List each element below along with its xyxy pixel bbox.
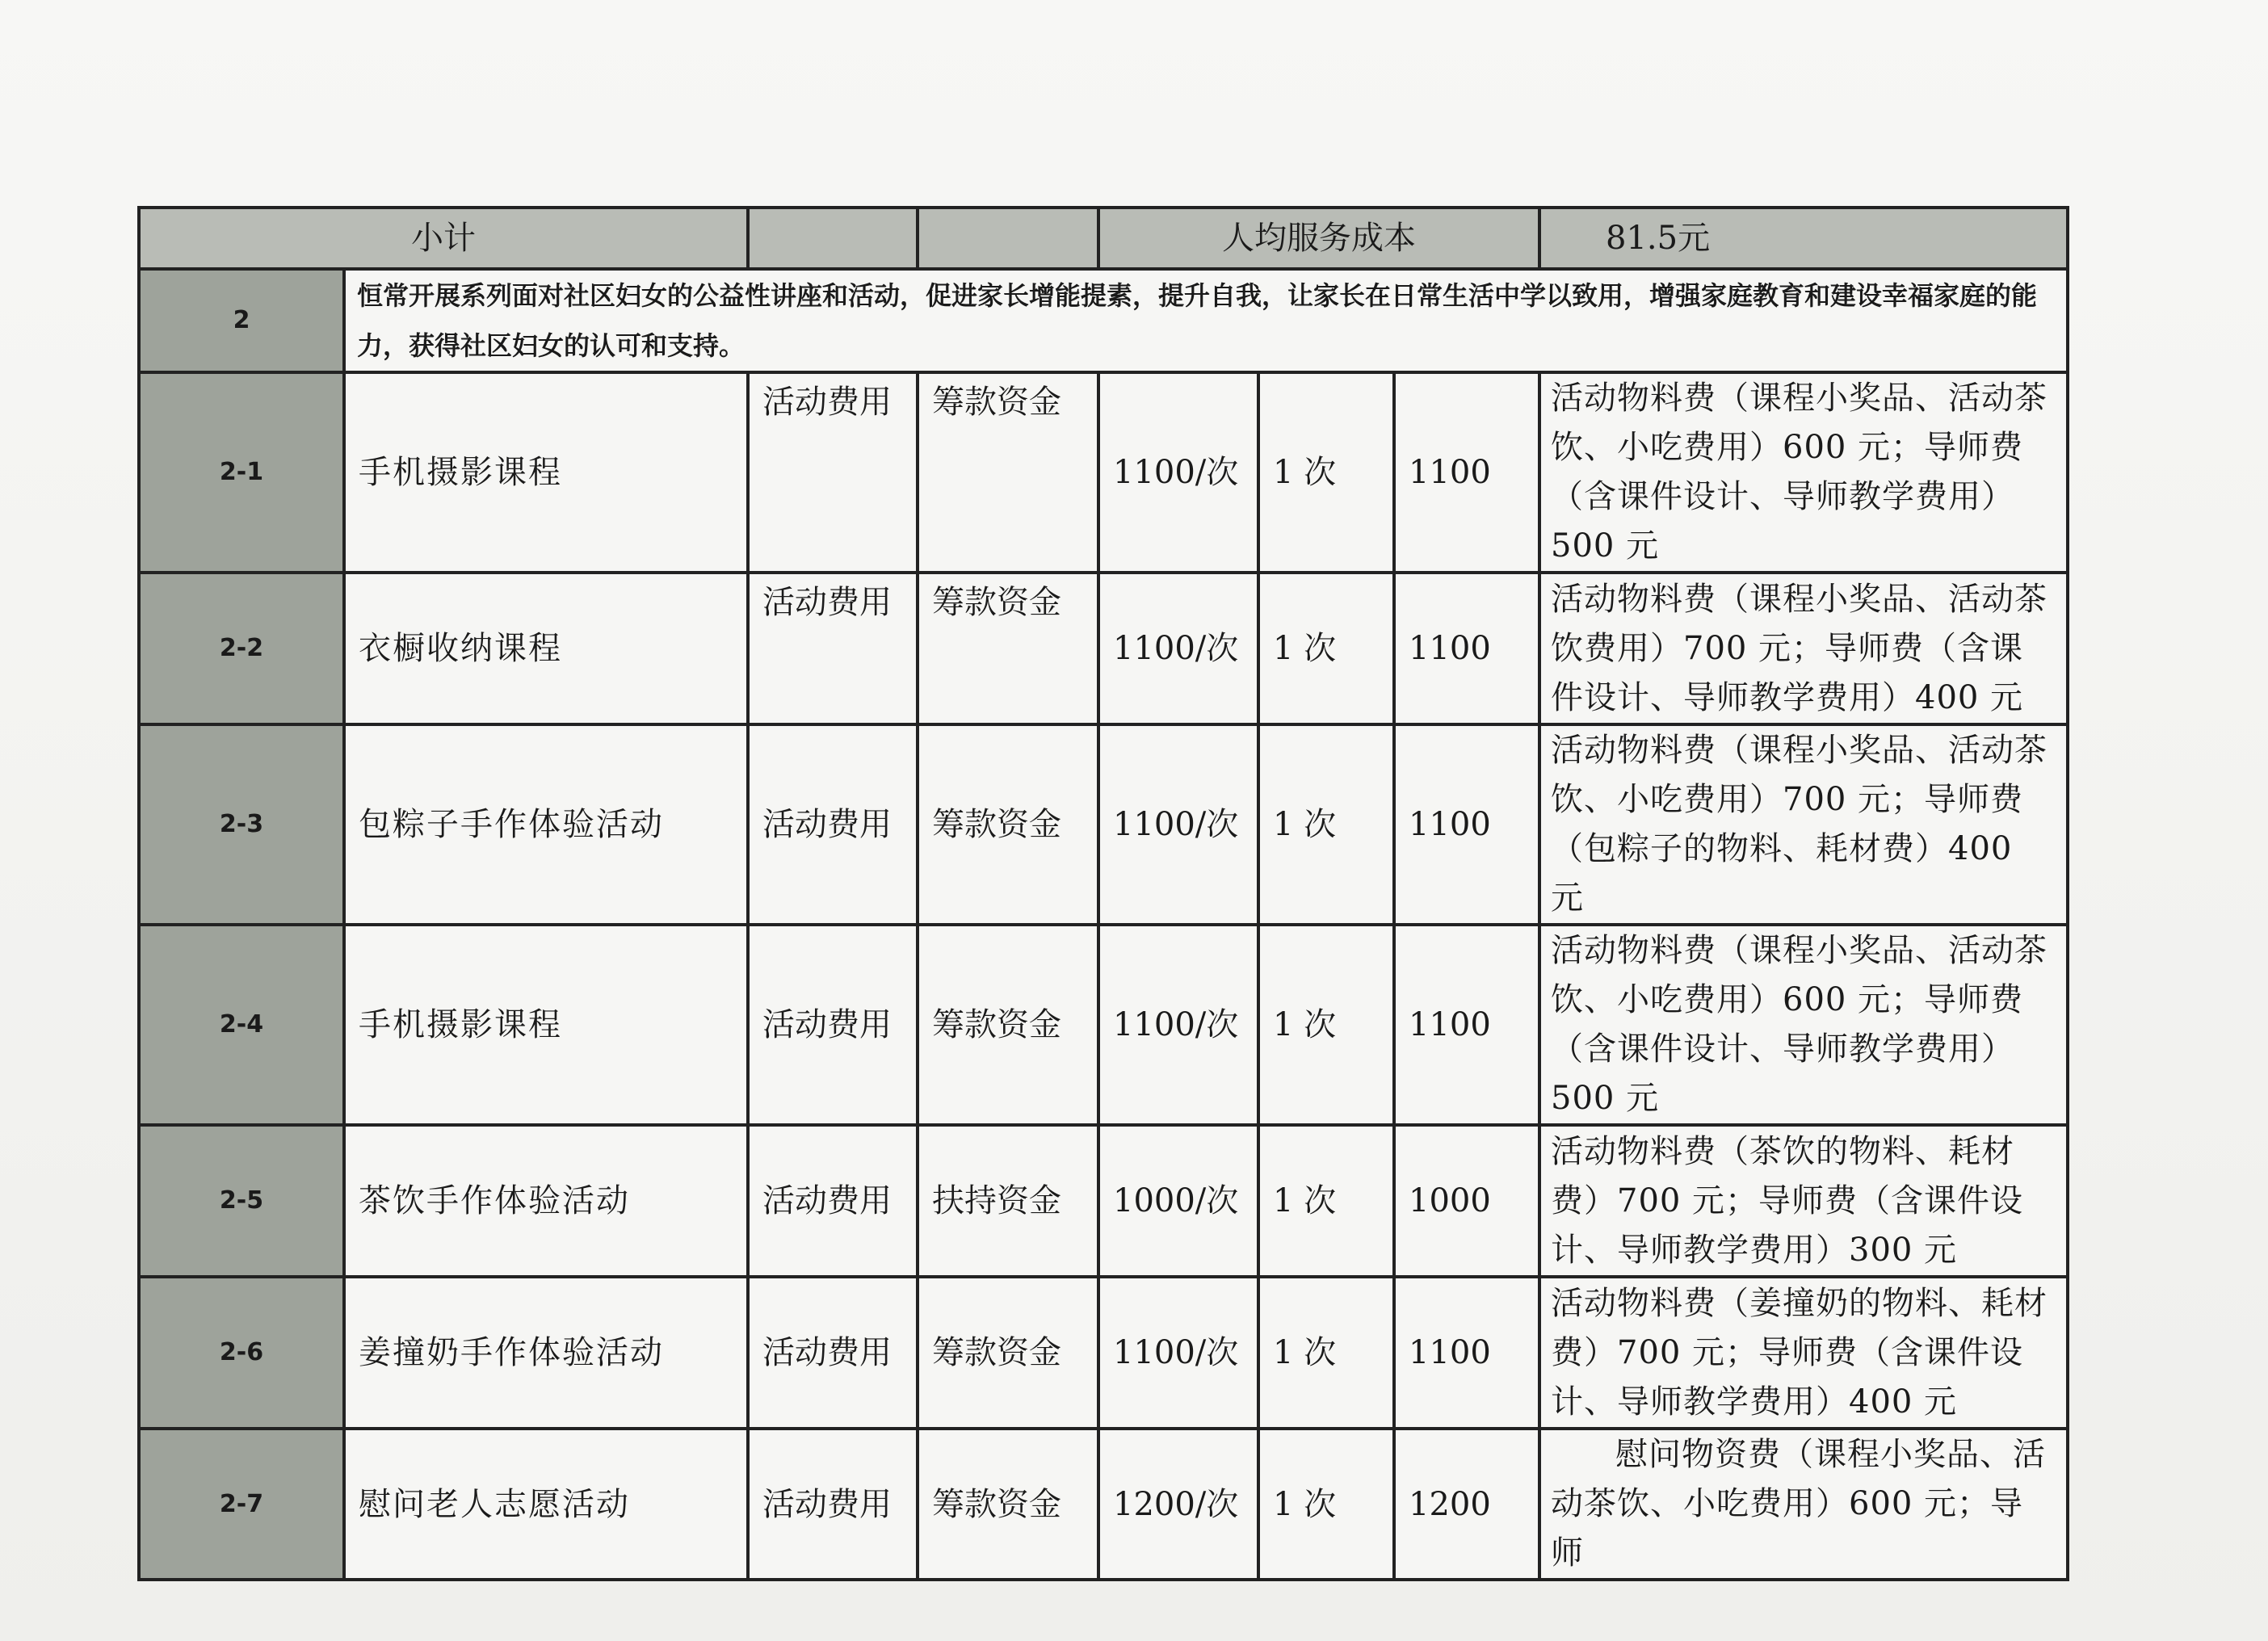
table-row: [139, 1429, 2068, 1580]
row-category: 活动费用: [748, 1277, 918, 1429]
row-category: 活动费用: [748, 573, 918, 724]
row-total: 1200: [1394, 1429, 1539, 1580]
table-row: [139, 1277, 2068, 1429]
row-times: 1 次: [1258, 1125, 1394, 1277]
row-unit-price: 1100/次: [1098, 724, 1258, 925]
per-capita-cost-label: 人均服务成本: [1098, 208, 1539, 269]
row-unit-price: 1000/次: [1098, 1125, 1258, 1277]
row-note: 活动物料费（茶饮的物料、耗材费）700 元；导师费（含课件设计、导师教学费用）300 元: [1539, 1125, 2068, 1277]
row-category: 活动费用: [748, 1429, 918, 1580]
row-note: 活动物料费（课程小奖品、活动茶饮、小吃费用）600 元；导师费（含课件设计、导师教学费用）500 元: [1539, 372, 2068, 573]
row-note: 活动物料费（姜撞奶的物料、耗材费）700 元；导师费（含课件设计、导师教学费用）400 元: [1539, 1277, 2068, 1429]
row-total: 1100: [1394, 724, 1539, 925]
row-source: 筹款资金: [918, 573, 1098, 724]
row-unit-price: 1100/次: [1098, 372, 1258, 573]
row-unit-price: 1100/次: [1098, 925, 1258, 1125]
row-name: 手机摄影课程: [344, 372, 748, 573]
subtotal-empty-cell: [918, 208, 1098, 269]
row-name: 包粽子手作体验活动: [344, 724, 748, 925]
row-category: 活动费用: [748, 1125, 918, 1277]
row-category: 活动费用: [748, 724, 918, 925]
row-total: 1100: [1394, 372, 1539, 573]
row-times: 1 次: [1258, 1429, 1394, 1580]
row-total: 1000: [1394, 1125, 1539, 1277]
row-source: 扶持资金: [918, 1125, 1098, 1277]
section-description: 恒常开展系列面对社区妇女的公益性讲座和活动，促进家长增能提素，提升自我，让家长在日常生活中学以致用，增强家庭教育和建设幸福家庭的能力，获得社区妇女的认可和支持。: [344, 269, 2068, 372]
row-source: 筹款资金: [918, 1429, 1098, 1580]
row-source: 筹款资金: [918, 925, 1098, 1125]
table-row: [139, 372, 2068, 573]
section-id: 2: [139, 269, 344, 372]
row-note: 活动物料费（课程小奖品、活动茶饮、小吃费用）700 元；导师费（包粽子的物料、耗材费）400 元: [1539, 724, 2068, 925]
row-category: 活动费用: [748, 925, 918, 1125]
row-times: 1 次: [1258, 925, 1394, 1125]
row-unit-price: 1100/次: [1098, 573, 1258, 724]
row-times: 1 次: [1258, 372, 1394, 573]
table-row: [139, 1125, 2068, 1277]
row-id: 2-1: [139, 372, 344, 573]
row-id: 2-7: [139, 1429, 344, 1580]
table-row: [139, 925, 2068, 1125]
subtotal-label: 小计: [139, 208, 748, 269]
budget-table: [137, 206, 2069, 1581]
row-source: 筹款资金: [918, 724, 1098, 925]
row-category: 活动费用: [748, 372, 918, 573]
row-id: 2-2: [139, 573, 344, 724]
section-row: [139, 269, 2068, 372]
row-id: 2-4: [139, 925, 344, 1125]
row-times: 1 次: [1258, 1277, 1394, 1429]
row-id: 2-3: [139, 724, 344, 925]
table-row: [139, 573, 2068, 724]
row-source: 筹款资金: [918, 1277, 1098, 1429]
row-name: 手机摄影课程: [344, 925, 748, 1125]
row-name: 衣橱收纳课程: [344, 573, 748, 724]
row-times: 1 次: [1258, 724, 1394, 925]
row-times: 1 次: [1258, 573, 1394, 724]
row-unit-price: 1200/次: [1098, 1429, 1258, 1580]
row-total: 1100: [1394, 925, 1539, 1125]
row-name: 茶饮手作体验活动: [344, 1125, 748, 1277]
row-note: 慰问物资费（课程小奖品、活动茶饮、小吃费用）600 元；导师: [1539, 1429, 2068, 1580]
row-total: 1100: [1394, 1277, 1539, 1429]
row-id: 2-6: [139, 1277, 344, 1429]
subtotal-empty-cell: [748, 208, 918, 269]
row-source: 筹款资金: [918, 372, 1098, 573]
row-note: 活动物料费（课程小奖品、活动茶饮、小吃费用）600 元；导师费（含课件设计、导师教学费用）500 元: [1539, 925, 2068, 1125]
row-note: 活动物料费（课程小奖品、活动茶饮费用）700 元；导师费（含课件设计、导师教学费用）400 元: [1539, 573, 2068, 724]
table-row: [139, 724, 2068, 925]
subtotal-row: [139, 208, 2068, 269]
per-capita-cost-value: 81.5元: [1539, 208, 2068, 269]
row-name: 慰问老人志愿活动: [344, 1429, 748, 1580]
row-id: 2-5: [139, 1125, 344, 1277]
row-unit-price: 1100/次: [1098, 1277, 1258, 1429]
row-name: 姜撞奶手作体验活动: [344, 1277, 748, 1429]
row-total: 1100: [1394, 573, 1539, 724]
